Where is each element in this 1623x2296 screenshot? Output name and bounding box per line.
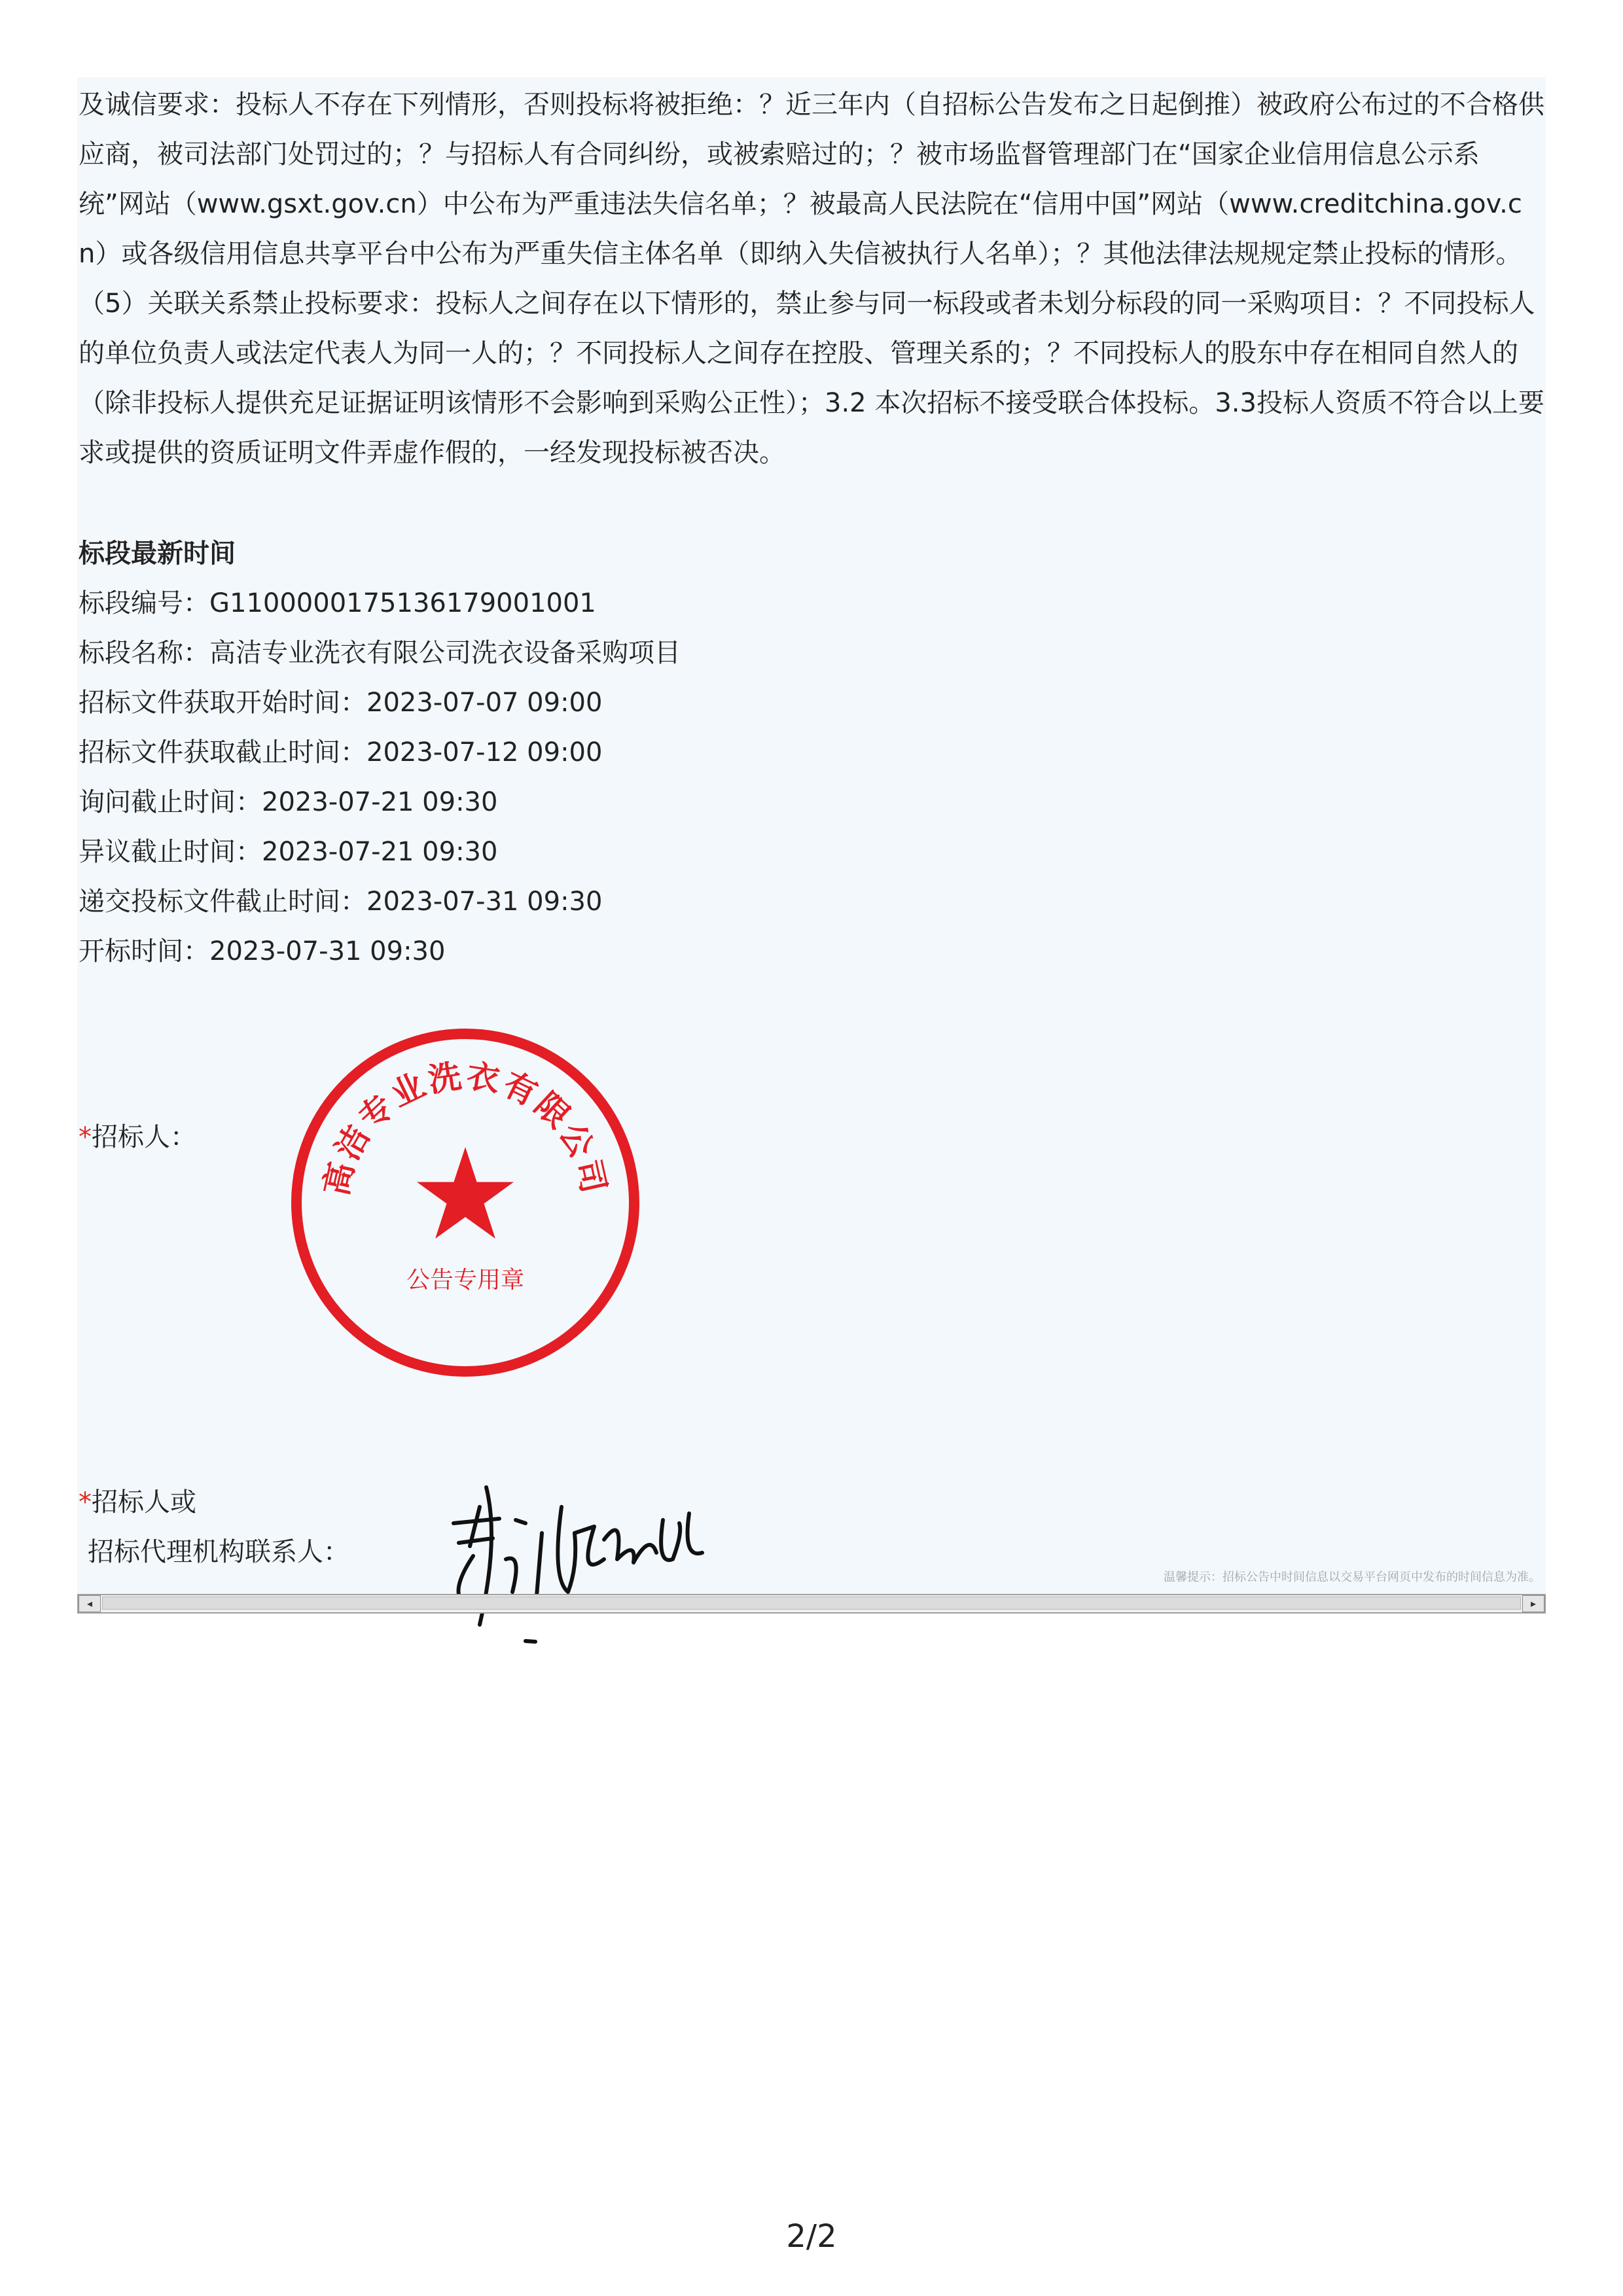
field-value: 2023-07-31 09:30: [209, 936, 446, 966]
section-title: 标段最新时间: [79, 539, 236, 569]
field-value: 2023-07-07 09:00: [366, 688, 603, 718]
handwritten-signature: [408, 1461, 735, 1657]
scroll-left-icon[interactable]: ◂: [79, 1595, 101, 1612]
company-seal: [289, 1026, 642, 1379]
scroll-right-icon[interactable]: ▸: [1522, 1595, 1544, 1612]
field-row-doc-start-time: [79, 678, 602, 728]
field-value: 2023-07-21 09:30: [262, 837, 498, 867]
contact-label-text-1: 招标人或: [92, 1487, 196, 1517]
seal-star-icon: [417, 1147, 514, 1239]
required-mark: *: [79, 1122, 92, 1152]
contact-label-line1: [79, 1477, 196, 1527]
required-mark: *: [79, 1487, 92, 1517]
field-label: 异议截止时间：: [79, 837, 262, 867]
field-value: 2023-07-21 09:30: [262, 787, 498, 817]
field-label: 招标文件获取截止时间：: [79, 737, 366, 768]
announcement-panel: [77, 77, 1546, 1594]
tenderer-label: [79, 1112, 196, 1162]
field-value: 高洁专业洗衣有限公司洗衣设备采购项目: [209, 638, 681, 668]
field-row-doc-end-time: [79, 728, 602, 777]
tenderer-label-text: 招标人：: [92, 1122, 196, 1152]
seal-company-name: 高洁专业洗衣有限公司: [317, 1057, 614, 1199]
tip-text: 温馨提示：招标公告中时间信息以交易平台网页中发布的时间信息为准。: [1164, 1570, 1541, 1584]
field-label: 开标时间：: [79, 936, 209, 966]
field-row-inquiry-deadline: [79, 777, 497, 827]
field-row-objection-deadline: [79, 827, 497, 877]
field-row-bid-section-number: [79, 578, 596, 628]
contact-label-line2: 招标代理机构联系人：: [88, 1537, 349, 1567]
horizontal-scrollbar[interactable]: [77, 1594, 1546, 1614]
field-label: 询问截止时间：: [79, 787, 262, 817]
field-label: 标段名称：: [79, 638, 209, 668]
qualification-paragraph: 及诚信要求：投标人不存在下列情形，否则投标将被拒绝：？近三年内（自招标公告发布之日起倒推）被政府公布过的不合格供应商，被司法部门处罚过的；？与招标人有合同纠纷，或被索赔过的；？被市场监督管理部门在“国家企业信用信息公示系统”网站（www.gsxt.gov.cn）中公布为严重违法失信名单；？被最高人民法院在“信用中国”网站（www.creditchina.gov.cn）或各级信用信息共享平台中公布为严重失信主体名单（即纳入失信被执行人名单）；？其他法律法规规定禁止投标的情形。（5）关联关系禁止投标要求：投标人之间存在以下情形的，禁止参与同一标段或者未划分标段的同一采购项目：？不同投标人的单位负责人或法定代表人为同一人的；？不同投标人之间存在控股、管理关系的；？不同投标人的股东中存在相同自然人的（除非投标人提供充足证据证明该情形不会影响到采购公正性）；3.2 本次招标不接受联合体投标。3.3投标人资质不符合以上要求或提供的资质证明文件弄虚作假的，一经发现投标被否决。: [79, 90, 1544, 468]
field-value: 2023-07-31 09:30: [366, 887, 603, 917]
field-row-bid-section-name: [79, 628, 681, 678]
field-row-bid-opening-time: [79, 927, 445, 976]
field-label: 标段编号：: [79, 588, 209, 618]
field-row-submission-deadline: [79, 877, 602, 927]
field-value: G1100000175136179001001: [209, 588, 596, 618]
seal-subtitle: 公告专用章: [406, 1267, 525, 1294]
page-number: 2/2: [786, 2218, 837, 2255]
scrollbar-thumb[interactable]: [102, 1597, 1521, 1610]
field-label: 招标文件获取开始时间：: [79, 688, 366, 718]
field-label: 递交投标文件截止时间：: [79, 887, 366, 917]
field-value: 2023-07-12 09:00: [366, 737, 603, 768]
